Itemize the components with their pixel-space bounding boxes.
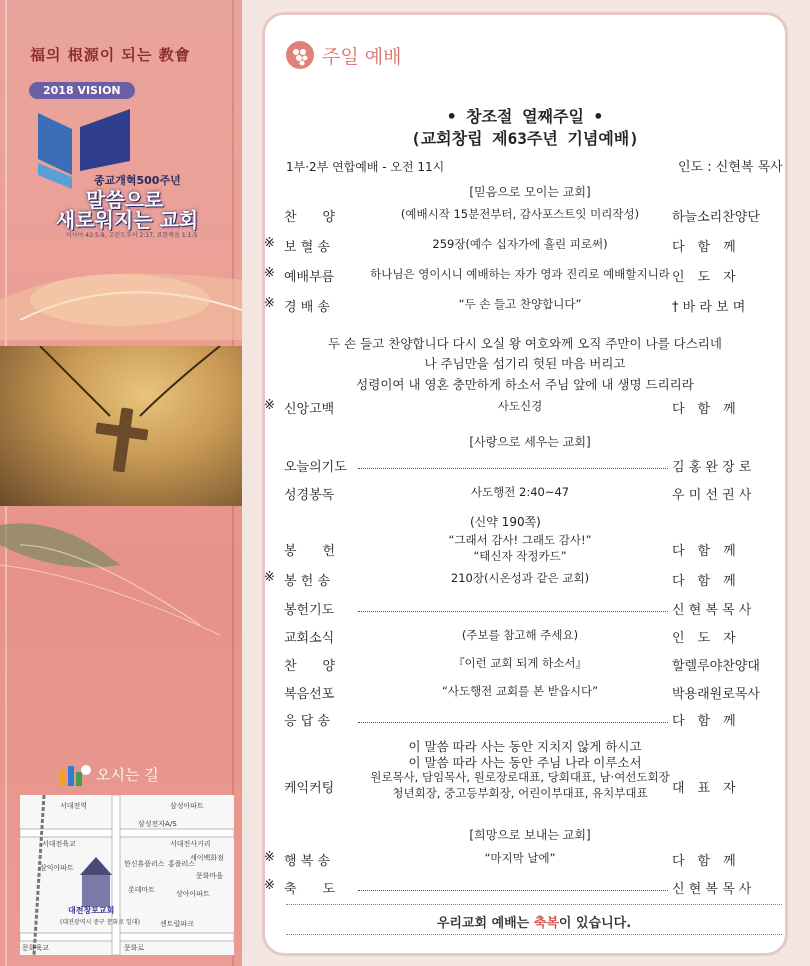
leader-dots [358,890,668,891]
reading-note: (신약 190쪽) [470,515,541,529]
map-label: 삼성아파트 [170,802,204,810]
decorative-leaves [0,505,242,645]
item-leader: 할렐루야찬양대 [672,659,760,674]
location-map [20,795,234,955]
item-leader: † 바 라 보 며 [672,300,746,315]
directions-icon [58,762,92,788]
item-leader: 다 함 께 [672,402,736,417]
item-leader: 다 함 께 [672,574,736,589]
item-detail: 청년회장, 중고등부회장, 어린이부대표, 유치부대표 [392,786,648,800]
left-panel [0,0,242,966]
item-label: 성경봉독 [284,488,335,503]
required-mark: ※ [264,266,275,281]
leader-dots [358,611,668,612]
slogan-line-1: 말씀으로 [86,188,164,212]
item-leader: 다 함 께 [672,854,736,869]
required-mark: ※ [264,570,275,585]
item-label: 봉헌기도 [284,603,335,618]
hymn-line: 두 손 들고 찬양합니다 다시 오실 왕 여호와께 오직 주만이 나를 다스리네 [328,336,722,351]
map-label: 서대전육교 [42,840,76,848]
item-label: 교회소식 [284,631,335,646]
item-detail: (주보를 참고해 주세요) [461,628,579,642]
map-label: 문화로 [124,944,145,952]
item-label: 복음선포 [284,687,335,702]
footer-text: 이 있습니다. [558,916,632,931]
item-detail: “그래서 감사! 그래도 감사!” [448,533,592,547]
slogan-line-2: 새로워지는 교회 [56,208,199,232]
hymn-line: 성령이여 내 영혼 충만하게 하소서 주님 앞에 내 생명 드리리라 [356,377,694,392]
directions-title: 오시는 길 [96,766,159,784]
service-leader: 인도 : 신현복 목사 [678,160,783,175]
leader-dots [358,468,668,469]
item-label: 행 복 송 [284,854,330,869]
map-label: 센트럴파크 [160,920,194,928]
item-leader: 우 미 선 권 사 [672,488,752,503]
item-label: 보 혈 송 [284,240,330,255]
item-detail: 원로목사, 담임목사, 원로장로대표, 당회대표, 남·여선도회장 [370,770,670,784]
required-mark: ※ [264,398,275,413]
event-subtitle: (교회창립 제63주년 기념예배) [411,129,639,148]
map-church-sub: (대전광역시 중구 문화로 일대) [60,919,140,926]
map-label: 문화마을 [196,872,224,880]
item-detail: 259장(예수 십자가에 흘린 피로써) [432,237,608,251]
divider [286,934,782,935]
reform-anniversary: 종교개혁500주년 [94,174,181,187]
vision-badge: 2018 VISION [29,82,135,99]
item-detail: (예배시작 15분전부터, 감사포스트잇 미리작성) [400,207,640,221]
map-label: 상아아파트 [176,890,210,898]
item-label: 찬 양 [284,210,336,225]
item-detail: “사도행전 교회를 본 받읍시다” [441,684,599,698]
required-mark: ※ [264,296,275,311]
item-label: 축 도 [284,882,336,897]
item-label: 오늘의기도 [284,460,347,475]
item-detail: 사도행전 2:40~47 [470,485,570,499]
item-leader: 신 현 복 목 사 [672,882,752,897]
item-detail: “태신자 작정카드” [473,549,567,563]
footer-text: 우리교회 예배는 [436,916,534,931]
required-mark: ※ [264,850,275,865]
item-leader: 김 홍 완 장 로 [672,460,752,475]
item-label: 신앙고백 [284,402,335,417]
cross-photo [0,346,242,506]
item-leader: 다 함 께 [672,714,736,729]
section-title: 주일 예배 [322,46,402,68]
item-leader: 박용래원로목사 [672,687,760,702]
item-label: 봉 헌 [284,544,336,559]
leader-dots [358,722,668,723]
required-mark: ※ [264,878,275,893]
item-leader: 다 함 께 [672,544,736,559]
item-label: 케익커팅 [284,781,335,796]
map-label: 서대전사거리 [170,840,211,848]
item-detail: 『이런 교회 되게 하소서』 [453,656,587,670]
item-detail: 사도신경 [497,399,543,413]
item-label: 응 답 송 [284,714,330,729]
item-detail: 210장(시온성과 같은 교회) [450,571,590,585]
hymn-line: 나 주님만을 섬기리 헛된 마음 버리고 [424,356,626,371]
map-label: 롯데마트 [128,886,156,894]
footer-message [286,912,782,931]
map-label: 삼성전자A/S [138,820,177,828]
map-label: 세이백화점 [190,854,224,862]
required-mark: ※ [264,236,275,251]
map-label: 홍플러스 [168,860,196,868]
grape-icon [285,40,315,70]
service-time: 1부·2부 연합예배 - 오전 11시 [286,160,445,174]
footer-highlight: 축복 [533,916,559,931]
item-detail: “마지막 날에” [484,851,556,865]
item-label: 경 배 송 [284,300,330,315]
item-leader: 신 현 복 목 사 [672,603,752,618]
item-label: 찬 양 [284,659,336,674]
item-leader: 다 함 께 [672,240,736,255]
item-label: 봉 헌 송 [284,574,330,589]
map-label: 문화육교 [22,944,50,952]
section-header: [사랑으로 세우는 교회] [469,435,591,449]
map-label: 한신휴플러스 [124,860,165,868]
map-church-name: 대전창포교회 [68,906,115,915]
divider [286,904,782,905]
item-leader: 인 도 자 [672,631,736,646]
item-detail: 하나님은 영이시니 예배하는 자가 영과 진리로 예배할지니라 [370,267,670,281]
event-title: • 창조절 열째주일 • [446,107,604,126]
response-line: 이 말씀 따라 사는 동안 지치지 않게 하시고 [408,739,642,754]
response-line: 이 말씀 따라 사는 동안 주님 나라 이루소서 [408,755,642,770]
item-leader: 인 도 자 [672,270,736,285]
verse-references: 이사야 42:5-9, 고린도후서 2:17, 요한복음 1:1-5 [66,232,198,239]
church-motto: 福의 根源이 되는 教會 [30,46,191,64]
item-leader: 하늘소리찬양단 [672,210,760,225]
map-label: 삼익아파트 [40,864,74,872]
item-label: 예배부름 [284,270,335,285]
map-label: 서대전역 [60,802,88,810]
item-leader: 대 표 자 [672,781,736,796]
section-header: [희망으로 보내는 교회] [469,828,591,842]
decorative-swoosh [0,240,242,340]
section-header: [믿음으로 모이는 교회] [469,185,591,199]
item-detail: “두 손 들고 찬양합니다” [458,297,582,311]
